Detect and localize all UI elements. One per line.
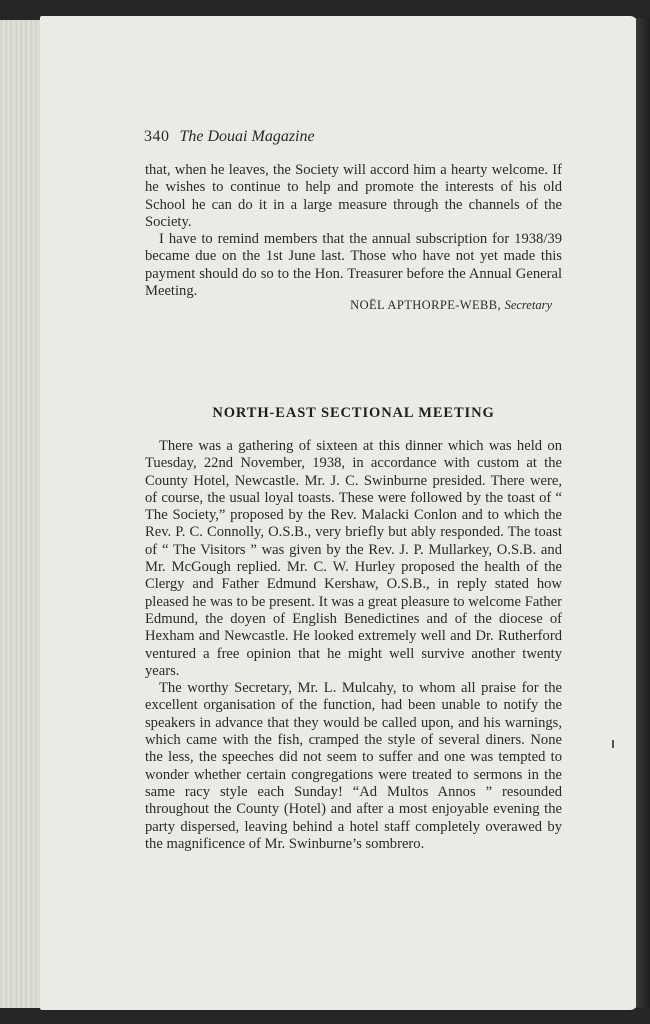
magazine-title: The Douai Magazine [179, 128, 315, 145]
section-body [145, 438, 562, 853]
section-heading: NORTH-EAST SECTIONAL MEETING [212, 405, 495, 421]
signature [145, 298, 552, 313]
section-paragraph: The worthy Secretary, Mr. L. Mulcahy, to whom all praise for the excellent organisation of the function, had been unable to notify the speakers in advance that they would be called upon, and his warnings, which came with the fish, cramped the style of several diners. None the less, the speeches did not seem to suffer and one was tempted to wonder whether certain congregations were treated to sermons in the same racy style each Sunday! “Ad Multos Annos ” resounded throughout the County (Hotel) and after a most enjoyable evening the party dispersed, leaving behind a hotel staff completely overawed by the magnificence of Mr. Swinburne’s sombrero. [145, 680, 562, 852]
margin-mark [612, 740, 614, 748]
running-header [144, 128, 315, 146]
book-cover-edge [636, 18, 650, 1008]
page-number: 340 [144, 128, 170, 145]
intro-text [145, 162, 562, 300]
section-paragraph: There was a gathering of sixteen at this dinner which was held on Tuesday, 22nd November, 1938, in accordance with custom at the County Hotel, Newcastle. Mr. J. C. Swinburne presided. There were, of course, the usual loyal toasts. These were followed by the toast of “ The Society,” proposed by the Rev. Malacki Conlon and to which the Rev. P. C. Connolly, O.S.B., very briefly but ably responded. The toast of “ The Visitors ” was given by the Rev. J. P. Mullarkey, O.S.B. and Mr. McGough replied. Mr. C. W. Hurley proposed the health of the Clergy and Father Edmund Kershaw, O.S.B., in reply stated how pleased he was to be present. It was a great pleasure to welcome Father Edmund, the doyen of English Benedictines and of the diocese of Hexham and Newcastle. He looked extremely well and Dr. Rutherford ventured a free opinion that he might well survive another twenty years. [145, 438, 562, 679]
signature-name: NOËL APTHORPE-WEBB, [350, 298, 502, 312]
intro-paragraph: I have to remind members that the annual subscription for 1938/39 became due on the 1st June last. Those who have not yet made this payment should do so to the Hon. Treasurer before the Annual General Meeting. [145, 231, 562, 300]
intro-paragraph: that, when he leaves, the Society will accord him a hearty welcome. If he wishes to continue to help and promote the interests of his old School he can do it in a large measure through the channels of the Society. [145, 162, 562, 230]
signature-role: Secretary [504, 298, 552, 312]
